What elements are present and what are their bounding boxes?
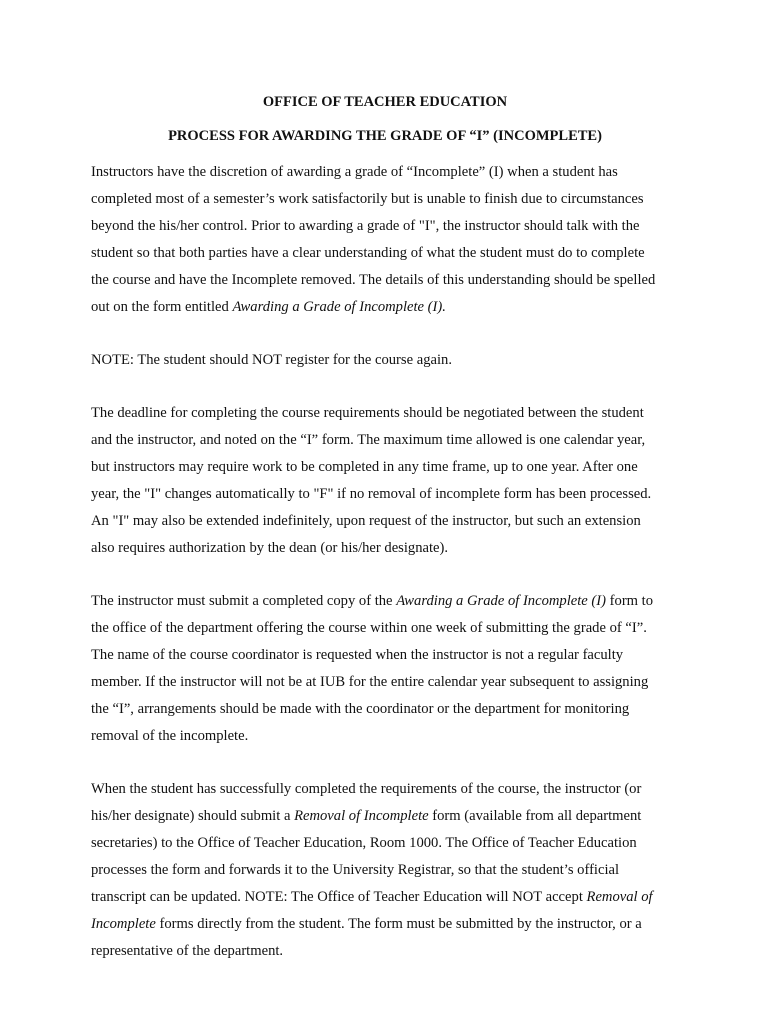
text-line: processes the form and forwards it to the University Registrar, so that the student’s official xyxy=(91,862,620,878)
text-segment: transcript can be updated. NOTE: The Office of Teacher Education will NOT accept xyxy=(91,889,587,905)
text-line: the office of the department offering the course within one week of submitting the grade of “I”. xyxy=(91,620,647,636)
text-segment: forms directly from the student. The form must be submitted by the instructor, or a xyxy=(155,916,642,932)
text-line: Instructors have the discretion of awarding a grade of “Incomplete” (I) when a student has xyxy=(91,164,618,180)
text-line: beyond the his/her control. Prior to awarding a grade of "I", the instructor should talk with the xyxy=(91,218,640,234)
form-title-italic: Removal of Incomplete xyxy=(294,808,429,824)
text-line: but instructors may require work to be completed in any time frame, up to one year. After one xyxy=(91,459,638,475)
text-line: the course and have the Incomplete removed. The details of this understanding should be spelled xyxy=(91,272,656,288)
text-segment: his/her designate) should submit a xyxy=(91,808,295,824)
text-line: The name of the course coordinator is requested when the instructor is not a regular faculty xyxy=(91,647,624,663)
text-line: member. If the instructor will not be at IUB for the entire calendar year subsequent to assigning xyxy=(91,674,649,690)
text-line: representative of the department. xyxy=(91,943,284,959)
text-line: completed most of a semester’s work satisfactorily but is unable to finish due to circumstances xyxy=(91,191,644,207)
text-line: student so that both parties have a clear understanding of what the student must do to complete xyxy=(91,245,645,261)
text-segment: out on the form entitled xyxy=(91,299,233,315)
form-title-italic: Awarding a Grade of Incomplete (I). xyxy=(232,299,446,315)
text-line: removal of the incomplete. xyxy=(91,728,249,744)
text-line: The deadline for completing the course requirements should be negotiated between the student xyxy=(91,405,644,421)
office-title: OFFICE OF TEACHER EDUCATION xyxy=(262,94,508,110)
note-line: NOTE: The student should NOT register for the course again. xyxy=(91,352,452,368)
form-title-italic: Awarding a Grade of Incomplete (I) xyxy=(396,593,607,609)
form-title-italic: Removal of xyxy=(586,889,653,905)
text-line xyxy=(91,889,653,906)
process-title: PROCESS FOR AWARDING THE GRADE OF “I” (INCOMPLETE) xyxy=(168,128,602,144)
text-line: When the student has successfully completed the requirements of the course, the instructor (or xyxy=(91,781,642,797)
text-line: year, the "I" changes automatically to "F" if no removal of incomplete form has been processed. xyxy=(91,486,652,502)
text-segment: form to xyxy=(606,593,654,609)
text-line: secretaries) to the Office of Teacher Education, Room 1000. The Office of Teacher Education xyxy=(91,835,637,851)
text-line: the “I”, arrangements should be made with the coordinator or the department for monitoring xyxy=(91,701,630,717)
text-line: An "I" may also be extended indefinitely, upon request of the instructor, but such an extension xyxy=(91,513,641,529)
text-line xyxy=(91,593,653,610)
text-line: and the instructor, and noted on the “I” form. The maximum time allowed is one calendar year, xyxy=(91,432,646,448)
text-line xyxy=(91,916,642,933)
text-line xyxy=(91,299,446,316)
text-segment: The instructor must submit a completed copy of the xyxy=(91,593,397,609)
text-line: also requires authorization by the dean (or his/her designate). xyxy=(91,540,449,556)
text-segment: form (available from all department xyxy=(428,808,642,824)
text-line xyxy=(91,808,641,825)
form-title-italic: Incomplete xyxy=(91,916,156,932)
